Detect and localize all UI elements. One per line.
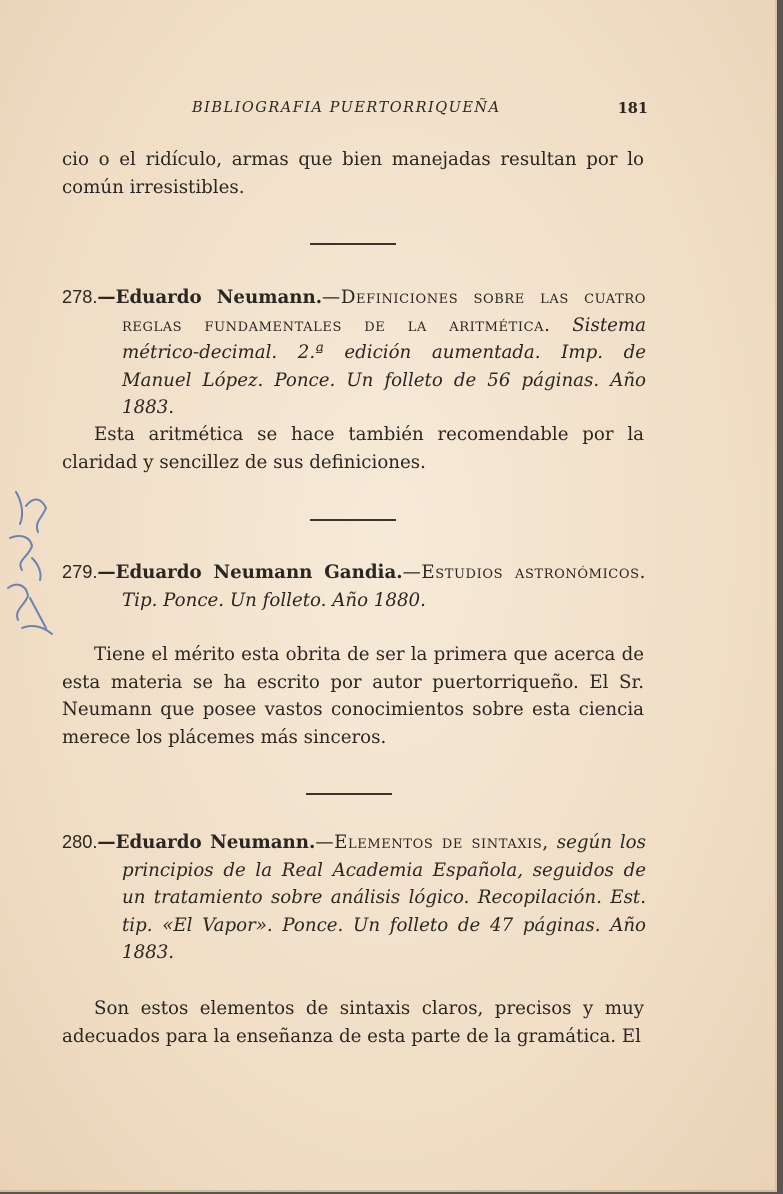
- entry-commentary-280: Son estos elementos de sintaxis claros, precisos y muy adecuados para la enseñanza de esta parte de la gramática. El: [62, 998, 644, 1047]
- entry-details: según los principios de la Real Academia Española, seguidos de un tratamiento sobre análisis lógico. Recopilación. Est. tip. «El Vapor». Ponce. Un folleto de 47 páginas. Año 1883.: [122, 832, 646, 963]
- entry-author: —Eduardo Neumann.: [97, 287, 323, 308]
- entry-details: Tip. Ponce. Un folleto. Año 1880.: [122, 589, 426, 611]
- entry-commentary-279: Tiene el mérito esta obrita de ser la primera que acerca de esta materia se ha escrito por autor puertorriqueño. El Sr. Neumann que posee vastos conocimientos sobre esta ciencia merece los plácemes más sinceros.: [62, 644, 644, 748]
- opening-paragraph: cio o el ridículo, armas que bien manejadas resultan por lo común irresistibles.: [62, 149, 644, 198]
- entry-title: —Elementos de sintaxis,: [315, 832, 549, 853]
- section-rule: [306, 793, 392, 795]
- bibliography-entry-278: [62, 284, 646, 422]
- section-rule: [310, 243, 396, 245]
- section-rule: [310, 519, 396, 521]
- entry-title: —Estudios astronómicos.: [402, 562, 646, 583]
- entry-author: —Eduardo Neumann.: [97, 832, 316, 853]
- entry-number: 278.: [62, 287, 98, 307]
- bibliography-entry-280: [62, 829, 646, 967]
- entry-number: 280.: [62, 832, 98, 852]
- entry-number: 279.: [62, 562, 98, 582]
- page-number: 181: [617, 100, 648, 117]
- entry-commentary-278: Esta aritmética se hace también recomendable por la claridad y sencillez de sus definiciones.: [62, 424, 644, 473]
- pencil-annotation-mark: [2, 488, 58, 638]
- entry-title: —Definiciones sobre las cuatro reglas fundamentales de la aritmética.: [122, 287, 646, 336]
- bibliography-entry-279: [62, 559, 646, 614]
- entry-author: —Eduardo Neumann Gandia.: [97, 562, 403, 583]
- entry-details: Sistema métrico-decimal. 2.ª edición aumentada. Imp. de Manuel López. Ponce. Un folleto de 56 páginas. Año 1883.: [122, 314, 646, 418]
- running-title: BIBLIOGRAFIA PUERTORRIQUEÑA: [192, 100, 501, 116]
